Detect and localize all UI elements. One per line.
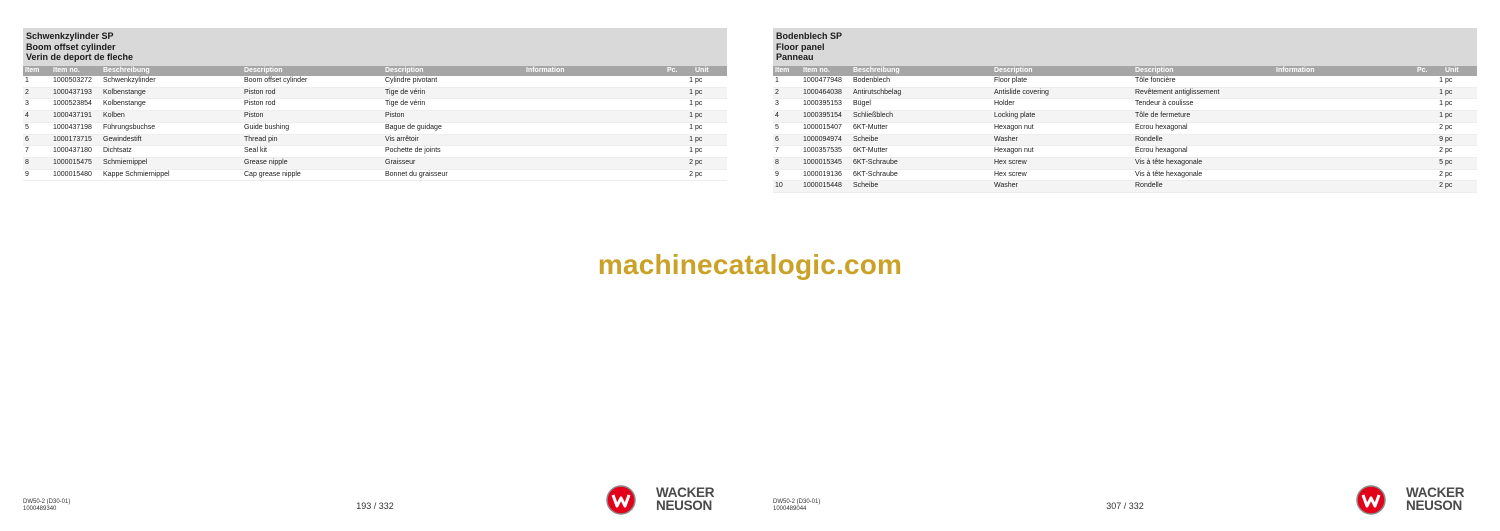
table-row bbox=[23, 76, 727, 87]
cell-description-en: Guide bushing bbox=[242, 122, 383, 134]
cell-description-de: Kappe Schmiernippel bbox=[101, 169, 242, 181]
cell-quantity: 2 bbox=[1415, 181, 1443, 193]
cell-item-number: 5 bbox=[23, 122, 51, 134]
column-header-part-number: Item no. bbox=[801, 66, 851, 76]
column-header-part-number: Item no. bbox=[51, 66, 101, 76]
cell-quantity: 1 bbox=[665, 134, 693, 146]
cell-item-number: 7 bbox=[23, 146, 51, 158]
table-row bbox=[23, 169, 727, 181]
cell-item-number: 2 bbox=[773, 87, 801, 99]
cell-description-de: Scheibe bbox=[851, 134, 992, 146]
cell-description-en: Washer bbox=[992, 134, 1133, 146]
table-row bbox=[773, 111, 1477, 123]
cell-item-number: 3 bbox=[773, 99, 801, 111]
table-row bbox=[773, 181, 1477, 193]
cell-unit: pc bbox=[693, 76, 727, 87]
cell-description-fr: Vis arrêtoir bbox=[383, 134, 524, 146]
cell-part-number: 1000015475 bbox=[51, 157, 101, 169]
cell-description-fr: Écrou hexagonal bbox=[1133, 122, 1274, 134]
cell-item-number: 5 bbox=[773, 122, 801, 134]
cell-unit: pc bbox=[693, 146, 727, 158]
table-row bbox=[23, 111, 727, 123]
cell-unit: pc bbox=[693, 111, 727, 123]
cell-item-number: 9 bbox=[773, 169, 801, 181]
cell-description-en: Antislide covering bbox=[992, 87, 1133, 99]
table-row bbox=[23, 157, 727, 169]
cell-quantity: 2 bbox=[665, 169, 693, 181]
cell-description-fr: Vis à tête hexagonale bbox=[1133, 157, 1274, 169]
cell-item-number: 3 bbox=[23, 99, 51, 111]
watermark-text: machinecatalogic.com bbox=[597, 249, 903, 280]
section-title-fr: Panneau bbox=[776, 52, 814, 62]
cell-part-number: 1000437193 bbox=[51, 87, 101, 99]
column-header-unit: Unit bbox=[1443, 66, 1477, 76]
cell-part-number: 1000357535 bbox=[801, 146, 851, 158]
cell-quantity: 1 bbox=[1415, 99, 1443, 111]
section-title-en: Boom offset cylinder bbox=[26, 41, 116, 52]
table-row bbox=[773, 169, 1477, 181]
cell-item-number: 2 bbox=[23, 87, 51, 99]
section-title-de: Schwenkzylinder SP bbox=[26, 31, 114, 41]
cell-item-number: 10 bbox=[773, 181, 801, 193]
cell-part-number: 1000019136 bbox=[801, 169, 851, 181]
cell-item-number: 7 bbox=[773, 146, 801, 158]
cell-description-fr: Tige de vérin bbox=[383, 87, 524, 99]
column-header-description-fr: Description bbox=[383, 66, 524, 76]
cell-part-number: 1000015407 bbox=[801, 122, 851, 134]
cell-unit: pc bbox=[1443, 87, 1477, 99]
cell-information bbox=[1274, 157, 1415, 169]
cell-description-en: Piston bbox=[242, 111, 383, 123]
cell-unit: pc bbox=[1443, 157, 1477, 169]
cell-description-en: Hex screw bbox=[992, 157, 1133, 169]
table-row bbox=[773, 76, 1477, 87]
cell-description-de: Führungsbuchse bbox=[101, 122, 242, 134]
wacker-neuson-w-icon bbox=[606, 485, 636, 515]
cell-information bbox=[524, 76, 665, 87]
cell-description-fr: Bonnet du graisseur bbox=[383, 169, 524, 181]
column-header-description-en: Description bbox=[242, 66, 383, 76]
cell-quantity: 2 bbox=[665, 157, 693, 169]
cell-information bbox=[524, 146, 665, 158]
cell-unit: pc bbox=[693, 99, 727, 111]
cell-quantity: 1 bbox=[1415, 76, 1443, 87]
cell-description-en: Hexagon nut bbox=[992, 122, 1133, 134]
table-row bbox=[773, 99, 1477, 111]
cell-information bbox=[1274, 122, 1415, 134]
section-title-block bbox=[23, 28, 727, 66]
table-row bbox=[773, 157, 1477, 169]
cell-quantity: 9 bbox=[1415, 134, 1443, 146]
cell-quantity: 1 bbox=[665, 99, 693, 111]
cell-unit: pc bbox=[693, 134, 727, 146]
cell-part-number: 1000437198 bbox=[51, 122, 101, 134]
document-code bbox=[23, 499, 70, 513]
cell-information bbox=[524, 99, 665, 111]
cell-description-en: Hex screw bbox=[992, 169, 1133, 181]
cell-part-number: 1000015480 bbox=[51, 169, 101, 181]
table-header-row bbox=[23, 66, 727, 76]
cell-unit: pc bbox=[1443, 99, 1477, 111]
table-row bbox=[773, 134, 1477, 146]
wacker-neuson-w-icon bbox=[1356, 485, 1386, 515]
cell-part-number: 1000395153 bbox=[801, 99, 851, 111]
column-header-information: Information bbox=[1274, 66, 1415, 76]
cell-description-fr: Tige de vérin bbox=[383, 99, 524, 111]
cell-information bbox=[1274, 99, 1415, 111]
cell-information bbox=[524, 169, 665, 181]
cell-description-de: Schließblech bbox=[851, 111, 992, 123]
cell-description-de: 6KT-Schraube bbox=[851, 157, 992, 169]
cell-description-fr: Tendeur à coulisse bbox=[1133, 99, 1274, 111]
cell-description-en: Grease nipple bbox=[242, 157, 383, 169]
cell-description-de: Bügel bbox=[851, 99, 992, 111]
cell-item-number: 4 bbox=[773, 111, 801, 123]
cell-description-fr: Pochette de joints bbox=[383, 146, 524, 158]
cell-unit: pc bbox=[1443, 76, 1477, 87]
cell-description-en: Boom offset cylinder bbox=[242, 76, 383, 87]
cell-description-en: Cap grease nipple bbox=[242, 169, 383, 181]
document-number: 1000489340 bbox=[23, 506, 57, 512]
cell-description-fr: Bague de guidage bbox=[383, 122, 524, 134]
cell-description-fr: Tôle foncière bbox=[1133, 76, 1274, 87]
document-code bbox=[773, 499, 820, 513]
cell-quantity: 2 bbox=[1415, 122, 1443, 134]
cell-description-de: Schmiernippel bbox=[101, 157, 242, 169]
cell-information bbox=[1274, 87, 1415, 99]
cell-part-number: 1000523854 bbox=[51, 99, 101, 111]
cell-quantity: 1 bbox=[665, 122, 693, 134]
table-row bbox=[773, 122, 1477, 134]
cell-description-de: Gewindestift bbox=[101, 134, 242, 146]
cell-description-de: Schwenkzylinder bbox=[101, 76, 242, 87]
section-title-de: Bodenblech SP bbox=[776, 31, 843, 41]
cell-item-number: 8 bbox=[773, 157, 801, 169]
cell-item-number: 8 bbox=[23, 157, 51, 169]
cell-information bbox=[524, 122, 665, 134]
cell-description-de: Dichtsatz bbox=[101, 146, 242, 158]
column-header-unit: Unit bbox=[693, 66, 727, 76]
cell-unit: pc bbox=[1443, 111, 1477, 123]
cell-information bbox=[524, 87, 665, 99]
parts-table bbox=[773, 66, 1477, 193]
wacker-neuson-logo bbox=[1356, 485, 1480, 515]
cell-unit: pc bbox=[693, 157, 727, 169]
cell-unit: pc bbox=[693, 87, 727, 99]
cell-part-number: 1000503272 bbox=[51, 76, 101, 87]
cell-description-fr: Tôle de fermeture bbox=[1133, 111, 1274, 123]
section-title-block bbox=[773, 28, 1477, 66]
cell-description-fr: Rondelle bbox=[1133, 181, 1274, 193]
cell-description-fr: Piston bbox=[383, 111, 524, 123]
cell-item-number: 4 bbox=[23, 111, 51, 123]
cell-information bbox=[1274, 146, 1415, 158]
table-row bbox=[773, 146, 1477, 158]
table-row bbox=[23, 134, 727, 146]
logo-wordmark: WACKER NEUSON bbox=[1406, 485, 1465, 513]
cell-description-de: Kolbenstange bbox=[101, 99, 242, 111]
cell-quantity: 1 bbox=[665, 87, 693, 99]
document-number: 1000489044 bbox=[773, 506, 807, 512]
cell-quantity: 2 bbox=[1415, 169, 1443, 181]
cell-description-en: Thread pin bbox=[242, 134, 383, 146]
cell-description-en: Piston rod bbox=[242, 87, 383, 99]
cell-description-en: Floor plate bbox=[992, 76, 1133, 87]
column-header-information: Information bbox=[524, 66, 665, 76]
cell-unit: pc bbox=[693, 122, 727, 134]
cell-item-number: 1 bbox=[23, 76, 51, 87]
cell-description-fr: Graisseur bbox=[383, 157, 524, 169]
table-row bbox=[23, 87, 727, 99]
table-header-row bbox=[773, 66, 1477, 76]
cell-information bbox=[1274, 134, 1415, 146]
cell-description-fr: Revêtement antiglissement bbox=[1133, 87, 1274, 99]
column-header-description-de: Beschreibung bbox=[101, 66, 242, 76]
cell-description-de: 6KT-Schraube bbox=[851, 169, 992, 181]
cell-description-fr: Rondelle bbox=[1133, 134, 1274, 146]
cell-unit: pc bbox=[1443, 122, 1477, 134]
cell-part-number: 1000437180 bbox=[51, 146, 101, 158]
cell-description-en: Seal kit bbox=[242, 146, 383, 158]
page-number: 307 / 332 bbox=[1106, 501, 1144, 511]
cell-quantity: 1 bbox=[1415, 87, 1443, 99]
cell-unit: pc bbox=[1443, 181, 1477, 193]
cell-part-number: 1000094974 bbox=[801, 134, 851, 146]
table-row bbox=[23, 122, 727, 134]
cell-item-number: 9 bbox=[23, 169, 51, 181]
cell-unit: pc bbox=[693, 169, 727, 181]
cell-quantity: 5 bbox=[1415, 157, 1443, 169]
cell-description-fr: Vis à tête hexagonale bbox=[1133, 169, 1274, 181]
column-header-item-number: Item bbox=[23, 66, 51, 76]
cell-information bbox=[524, 111, 665, 123]
model-code: DW50-2 (D30-01) bbox=[23, 499, 71, 505]
cell-information bbox=[524, 157, 665, 169]
column-header-item-number: Item bbox=[773, 66, 801, 76]
section-title-en: Floor panel bbox=[776, 41, 825, 52]
parts-table bbox=[23, 66, 727, 181]
table-row bbox=[23, 99, 727, 111]
cell-description-en: Piston rod bbox=[242, 99, 383, 111]
cell-unit: pc bbox=[1443, 134, 1477, 146]
cell-information bbox=[1274, 169, 1415, 181]
column-header-quantity: Pc. bbox=[1415, 66, 1443, 76]
cell-description-de: 6KT-Mutter bbox=[851, 146, 992, 158]
cell-part-number: 1000477948 bbox=[801, 76, 851, 87]
cell-information bbox=[1274, 76, 1415, 87]
cell-description-fr: Cylindre pivotant bbox=[383, 76, 524, 87]
cell-quantity: 1 bbox=[1415, 111, 1443, 123]
cell-information bbox=[1274, 111, 1415, 123]
cell-part-number: 1000395154 bbox=[801, 111, 851, 123]
cell-part-number: 1000464038 bbox=[801, 87, 851, 99]
cell-quantity: 1 bbox=[665, 111, 693, 123]
cell-description-de: Antirutschbelag bbox=[851, 87, 992, 99]
cell-unit: pc bbox=[1443, 169, 1477, 181]
cell-part-number: 1000015345 bbox=[801, 157, 851, 169]
cell-quantity: 1 bbox=[665, 146, 693, 158]
cell-information bbox=[1274, 181, 1415, 193]
cell-part-number: 1000015448 bbox=[801, 181, 851, 193]
wacker-neuson-logo bbox=[606, 485, 730, 515]
cell-description-de: 6KT-Mutter bbox=[851, 122, 992, 134]
cell-description-en: Holder bbox=[992, 99, 1133, 111]
cell-information bbox=[524, 134, 665, 146]
cell-description-fr: Écrou hexagonal bbox=[1133, 146, 1274, 158]
cell-item-number: 6 bbox=[23, 134, 51, 146]
cell-quantity: 2 bbox=[1415, 146, 1443, 158]
table-row bbox=[23, 146, 727, 158]
cell-description-en: Locking plate bbox=[992, 111, 1133, 123]
column-header-description-de: Beschreibung bbox=[851, 66, 992, 76]
cell-part-number: 1000437191 bbox=[51, 111, 101, 123]
cell-item-number: 6 bbox=[773, 134, 801, 146]
cell-part-number: 1000173715 bbox=[51, 134, 101, 146]
cell-description-de: Kolbenstange bbox=[101, 87, 242, 99]
cell-description-de: Kolben bbox=[101, 111, 242, 123]
table-row bbox=[773, 87, 1477, 99]
cell-description-en: Hexagon nut bbox=[992, 146, 1133, 158]
cell-description-en: Washer bbox=[992, 181, 1133, 193]
column-header-quantity: Pc. bbox=[665, 66, 693, 76]
cell-description-de: Scheibe bbox=[851, 181, 992, 193]
logo-wordmark: WACKER NEUSON bbox=[656, 485, 715, 513]
column-header-description-fr: Description bbox=[1133, 66, 1274, 76]
section-title-fr: Verin de deport de fleche bbox=[26, 52, 134, 62]
model-code: DW50-2 (D30-01) bbox=[773, 499, 821, 505]
cell-description-de: Bodenblech bbox=[851, 76, 992, 87]
cell-quantity: 1 bbox=[665, 76, 693, 87]
cell-item-number: 1 bbox=[773, 76, 801, 87]
column-header-description-en: Description bbox=[992, 66, 1133, 76]
page-number: 193 / 332 bbox=[356, 501, 394, 511]
cell-unit: pc bbox=[1443, 146, 1477, 158]
